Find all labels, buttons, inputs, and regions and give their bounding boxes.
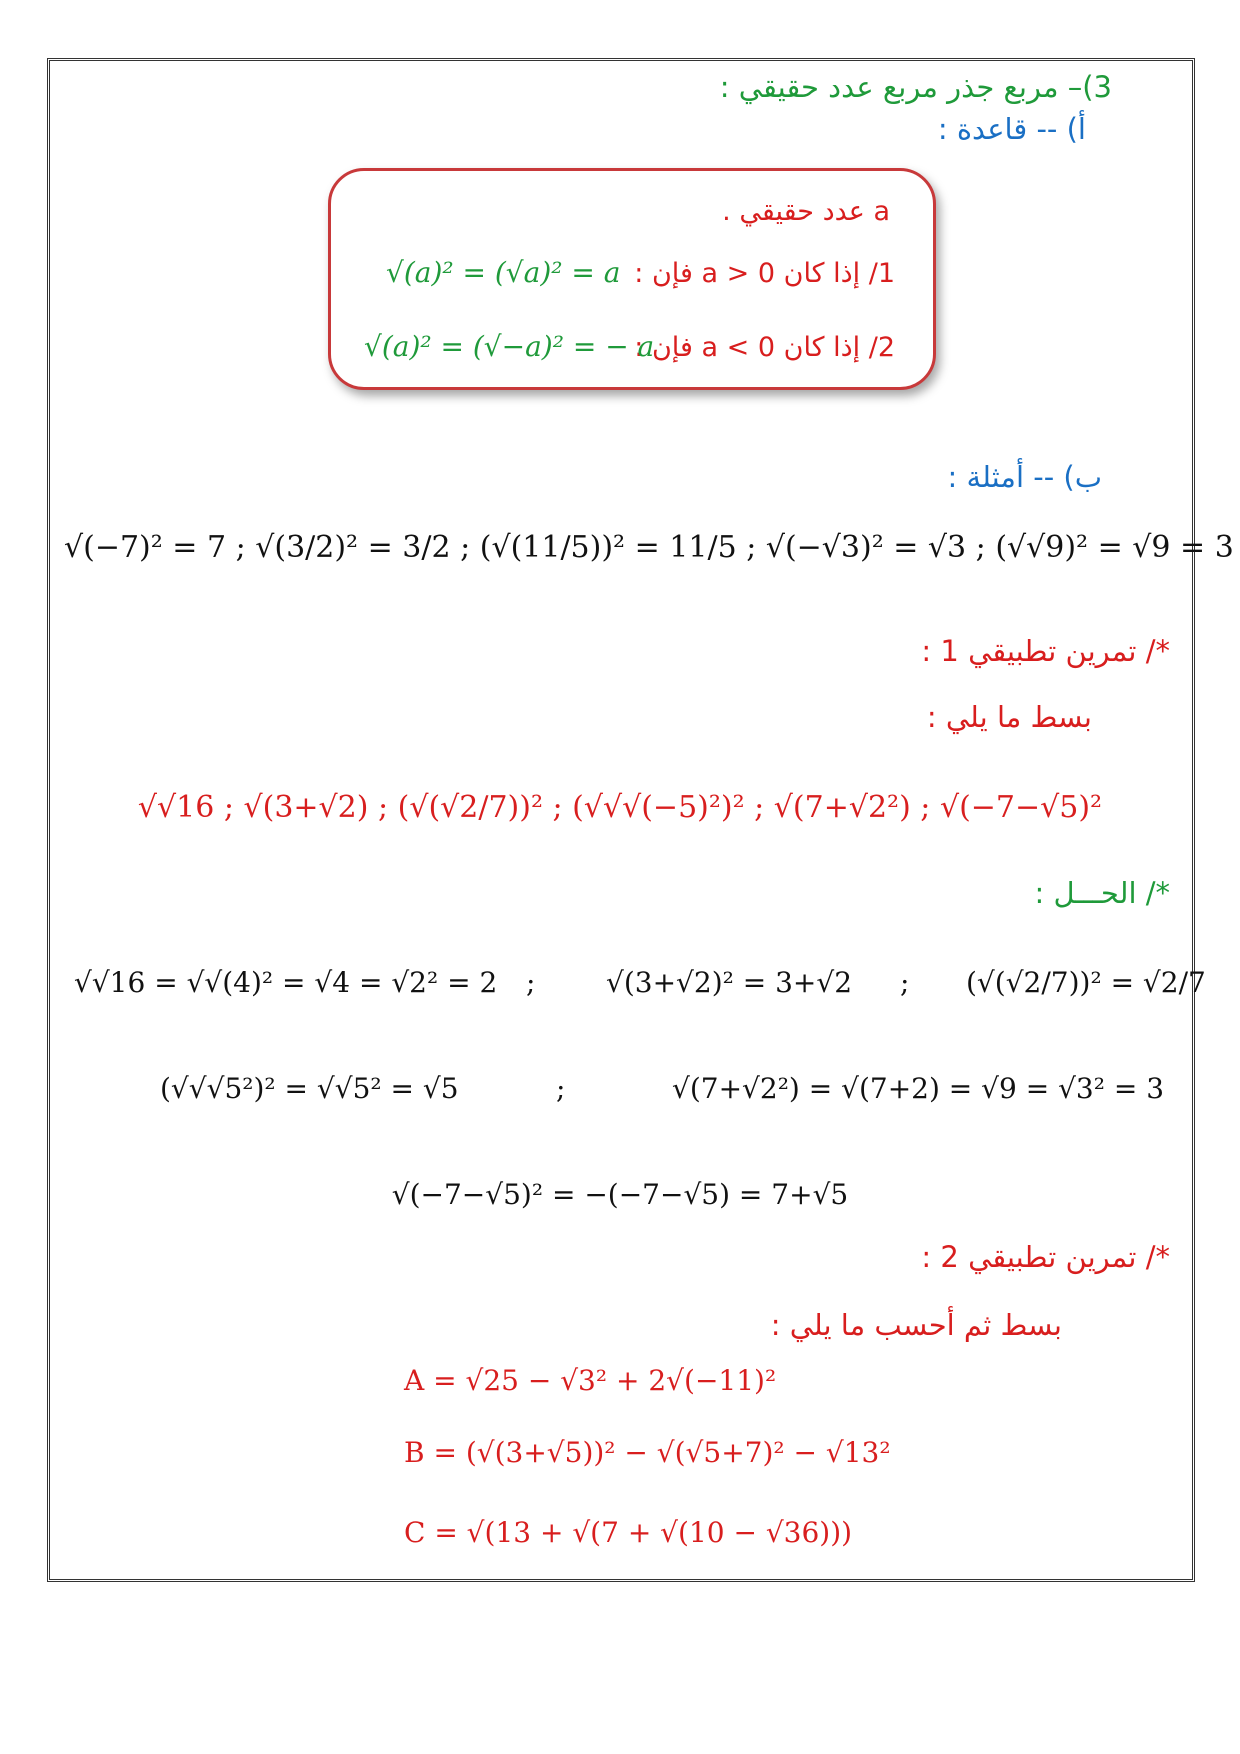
rule-case1-formula: √(a)² = (√a)² = a	[386, 256, 621, 289]
rule-case1-text: 1/ إذا كان a > 0 فإن :	[634, 258, 895, 289]
solution-sep-3: ;	[556, 1072, 566, 1105]
solution-line3: √(−7−√5)² = −(−7−√5) = 7+√5	[391, 1178, 849, 1211]
exercise1-instruction: بسط ما يلي :	[926, 700, 1092, 734]
rule-case2-text: 2/ إذا كان a < 0 فإن :	[634, 332, 895, 363]
exercise2-instruction: بسط ثم أحسب ما يلي :	[770, 1308, 1062, 1342]
solution-sep-1: ;	[526, 966, 536, 999]
solution-line1-b: √(3+√2)² = 3+√2	[606, 966, 853, 999]
examples-line: √(−7)² = 7 ; √(3/2)² = 3/2 ; (√(11/5))² = 11/5 ; √(−√3)² = √3 ; (√√9)² = √9 = 3	[64, 530, 1234, 565]
solution-line2-a: (√√√5²)² = √√5² = √5	[160, 1072, 459, 1105]
exercise1-expressions: √√16 ; √(3+√2) ; (√(√2/7))² ; (√√√(−5)²)² ; √(7+√2²) ; √(−7−√5)²	[137, 790, 1103, 825]
exercise2-C: C = √(13 + √(7 + √(10 − √36)))	[404, 1516, 853, 1549]
exercise2-A: A = √25 − √3² + 2√(−11)²	[404, 1364, 777, 1397]
rule-case2-formula: √(a)² = (√−a)² = − a	[364, 330, 655, 363]
solution-line1-a: √√16 = √√(4)² = √4 = √2² = 2	[74, 966, 498, 999]
section-heading: 3)– مربع جذر مربع عدد حقيقي :	[719, 70, 1112, 104]
solution-line2-b: √(7+√2²) = √(7+2) = √9 = √3² = 3	[672, 1072, 1165, 1105]
solution-title: */ الحـــل :	[1034, 876, 1170, 910]
solution-line1-c: (√(√2/7))² = √2/7	[966, 966, 1206, 999]
rule-title: أ) -- قاعدة :	[937, 112, 1086, 146]
exercise2-B: B = (√(3+√5))² − √(√5+7)² − √13²	[404, 1436, 891, 1469]
solution-sep-2: ;	[900, 966, 910, 999]
rule-intro: a عدد حقيقي .	[722, 196, 890, 227]
exercise1-title: */ تمرين تطبيقي 1 :	[921, 634, 1170, 668]
exercise2-title: */ تمرين تطبيقي 2 :	[921, 1240, 1170, 1274]
examples-title: ب) -- أمثلة :	[947, 460, 1102, 494]
